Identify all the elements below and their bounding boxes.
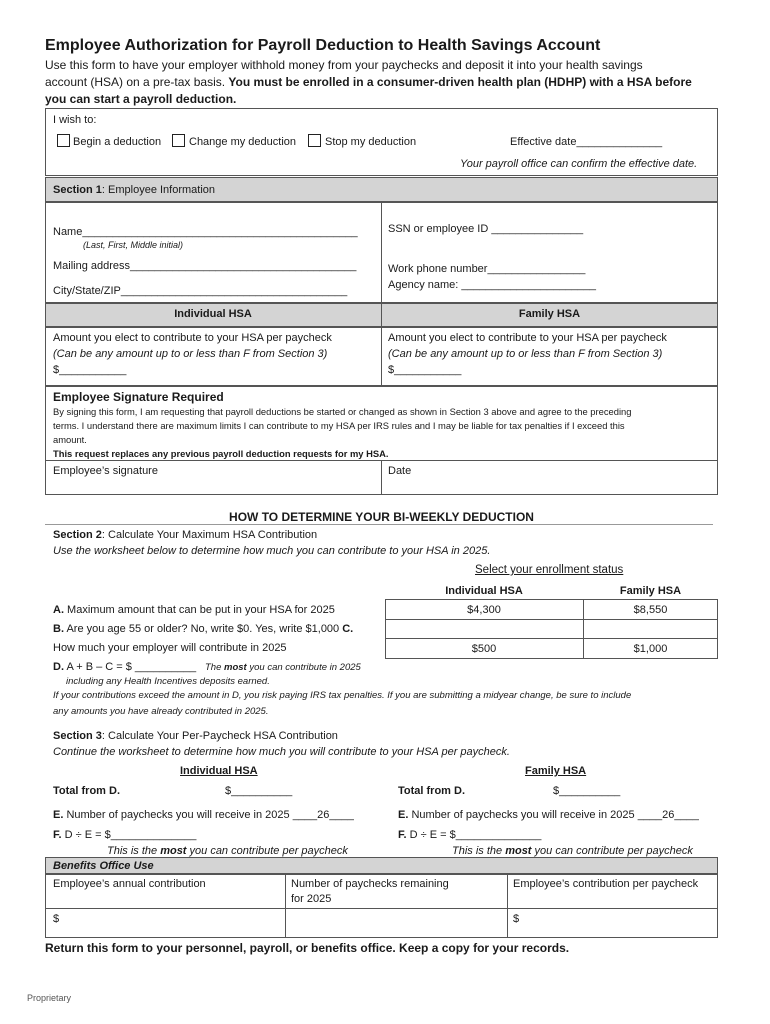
row-d-note-2: including any Health Incentives deposits earned. [66,676,270,687]
section-3-family-label: Family HSA [525,765,587,777]
effective-date-note: Your payroll office can confirm the effective date. [460,158,698,170]
worksheet-row-a-bottom [385,619,718,620]
section-2-col-family: Family HSA [619,585,682,597]
stop-deduction-label: Stop my deduction [325,136,417,148]
signature-text-1: By signing this form, I am requesting that payroll deductions be started or changed as shown in Section 3 above and agree to the preceding [53,406,632,417]
individual-f-row [53,828,196,842]
family-f-note-post: you can contribute per paycheck [531,845,693,857]
individual-employer-contribution: $500 [471,643,497,655]
row-d-note-pre: The [205,662,225,673]
individual-total-from-d-field[interactable]: $__________ [225,785,293,797]
benefits-annual-contribution-label: Employee’s annual contribution [53,878,206,890]
row-b-label [53,622,353,636]
individual-f-note-pre: This is the [107,845,161,857]
section-3-title [53,729,338,743]
individual-paychecks-row [53,808,354,822]
signature-heading: Employee Signature Required [53,390,224,404]
ssn-field[interactable]: SSN or employee ID _______________ [388,223,584,235]
benefits-row-divider [45,908,718,909]
benefits-paychecks-remaining-label-1: Number of paychecks remaining [291,878,449,890]
row-b-c-letter: C. [342,623,354,635]
family-f-row [398,828,541,842]
individual-f-note-post: you can contribute per paycheck [186,845,348,857]
family-paychecks-row [398,808,699,822]
family-f-note [452,844,693,858]
row-b-text: Are you age 55 or older? No, write $0. Yes, write $1,000 [64,623,343,635]
individual-e-letter: E. [53,809,64,821]
signature-text-2: terms. I understand there are maximum limits I can contribute to my HSA per IRS rules and I may be liable for tax penalties if I exceed this [53,420,625,431]
change-deduction-checkbox[interactable] [172,134,185,147]
select-enrollment-status: Select your enrollment status [475,564,624,576]
intro-line-2 [45,74,692,90]
penalty-warning-2: any amounts you have already contributed in 2025. [53,706,269,717]
individual-e-text: Number of paychecks you will receive in 2025 [63,809,293,821]
wish-label: I wish to: [53,114,97,126]
howto-heading: HOW TO DETERMINE YOUR BI-WEEKLY DEDUCTION [229,510,534,524]
section-3-subtitle: Continue the worksheet to determine how much you will contribute to your HSA per paycheck. [53,746,510,758]
row-d-note-bold: most [224,662,247,673]
row-a-text: Maximum amount that can be put in your HSA for 2025 [64,604,335,616]
section-1-title-rest: : Employee Information [101,184,216,196]
worksheet-row-b-bottom [385,638,718,639]
section-2-title [53,528,317,542]
row-c-label: How much your employer will contribute in 2025 [53,642,287,654]
section-3-title-bold: Section 3 [53,730,102,742]
begin-deduction-label: Begin a deduction [73,136,162,148]
individual-max-amount: $4,300 [467,604,501,616]
family-hsa-header: Family HSA [518,308,581,320]
change-deduction-label: Change my deduction [189,136,297,148]
benefits-col-divider-2 [507,874,508,938]
section-3-title-rest: : Calculate Your Per-Paycheck HSA Contribution [101,730,338,742]
benefits-paychecks-remaining-label-2: for 2025 [291,893,332,905]
individual-hsa-header: Individual HSA [174,308,252,320]
family-f-note-bold: most [505,845,532,857]
signature-divider [381,460,382,495]
family-amount-field[interactable]: $___________ [388,364,462,376]
family-amount-label: Amount you elect to contribute to your HSA per paycheck [388,332,667,344]
family-f-field[interactable]: D ÷ E = $______________ [406,829,542,841]
individual-amount-hint: (Can be any amount up to or less than F from Section 3) [53,348,328,360]
family-max-amount: $8,550 [633,604,668,616]
proprietary-label: Proprietary [27,993,72,1003]
name-hint: (Last, First, Middle initial) [83,240,184,250]
family-e-text: Number of paychecks you will receive in 2025 [408,809,638,821]
section-1-title [53,183,215,197]
row-a-letter: A. [53,604,64,616]
return-instructions: Return this form to your personnel, payroll, or benefits office. Keep a copy for your records. [45,941,570,955]
family-employer-contribution: $1,000 [633,643,668,655]
section-2-subtitle: Use the worksheet below to determine how much you can contribute to your HSA in 2025. [53,545,491,557]
row-d-note-post: you can contribute in 2025 [246,662,361,673]
family-paychecks-value[interactable]: ____26____ [637,809,699,821]
family-total-from-d-label: Total from D. [398,785,466,797]
employee-info-divider [381,202,382,303]
family-f-letter: F. [398,829,407,841]
name-field[interactable]: Name_____________________________________________ [53,226,358,238]
benefits-per-paycheck-label: Employee’s contribution per paycheck [513,878,699,890]
intro-line-1: Use this form to have your employer withhold money from your paychecks and deposit it into your health savings [45,58,643,72]
section-2-title-bold: Section 2 [53,529,102,541]
family-f-note-pre: This is the [452,845,506,857]
benefits-office-title: Benefits Office Use [53,860,154,872]
individual-amount-label: Amount you elect to contribute to your HSA per paycheck [53,332,332,344]
row-d-note [205,661,361,675]
family-e-letter: E. [398,809,409,821]
section-1-title-bold: Section 1 [53,184,102,196]
form-title: Employee Authorization for Payroll Deduction to Health Savings Account [45,37,601,54]
intro-line-3: you can start a payroll deduction. [45,92,237,106]
signature-field[interactable]: Employee’s signature [53,465,158,477]
row-d-label [53,660,196,674]
benefits-annual-contribution-field[interactable]: $ [53,913,60,925]
stop-deduction-checkbox[interactable] [308,134,321,147]
individual-f-note-bold: most [160,845,187,857]
individual-f-field[interactable]: D ÷ E = $______________ [61,829,197,841]
row-d-text[interactable]: A + B – C = $ __________ [64,661,197,673]
intro-line-2-bold: You must be enrolled in a consumer-driven health plan (HDHP) with a HSA before [228,75,692,89]
section-2-title-rest: : Calculate Your Maximum HSA Contribution [101,529,318,541]
begin-deduction-checkbox[interactable] [57,134,70,147]
individual-total-from-d-label: Total from D. [53,785,121,797]
family-amount-hint: (Can be any amount up to or less than F from Section 3) [388,348,663,360]
individual-amount-field[interactable]: $___________ [53,364,127,376]
family-total-from-d-field[interactable]: $__________ [553,785,621,797]
work-phone-field[interactable]: Work phone number________________ [388,263,586,275]
individual-paychecks-value[interactable]: ____26____ [292,809,354,821]
row-a-label [53,603,335,617]
intro-line-2-normal: account (HSA) on a pre-tax basis. [45,75,229,89]
signature-date-field[interactable]: Date [388,465,412,477]
city-state-zip-field[interactable]: City/State/ZIP_____________________________________ [53,285,348,297]
row-b-letter: B. [53,623,64,635]
benefits-per-paycheck-field[interactable]: $ [513,913,520,925]
individual-f-letter: F. [53,829,62,841]
signature-text-3: amount. [53,434,87,445]
agency-name-field[interactable]: Agency name: ______________________ [388,279,596,291]
individual-f-note [107,844,348,858]
mailing-address-field[interactable]: Mailing address_____________________________________ [53,260,357,272]
signature-replaces-note: This request replaces any previous payroll deduction requests for my HSA. [53,448,389,459]
section-2-col-individual: Individual HSA [445,585,523,597]
row-d-letter: D. [53,661,64,673]
howto-rule [45,524,713,525]
penalty-warning-1: If your contributions exceed the amount in D, you risk paying IRS tax penalties. If you are submitting a midyear change, be sure to include [53,690,632,701]
effective-date-field[interactable]: Effective date______________ [510,136,663,148]
section-3-individual-label: Individual HSA [180,765,258,777]
benefits-col-divider-1 [285,874,286,938]
